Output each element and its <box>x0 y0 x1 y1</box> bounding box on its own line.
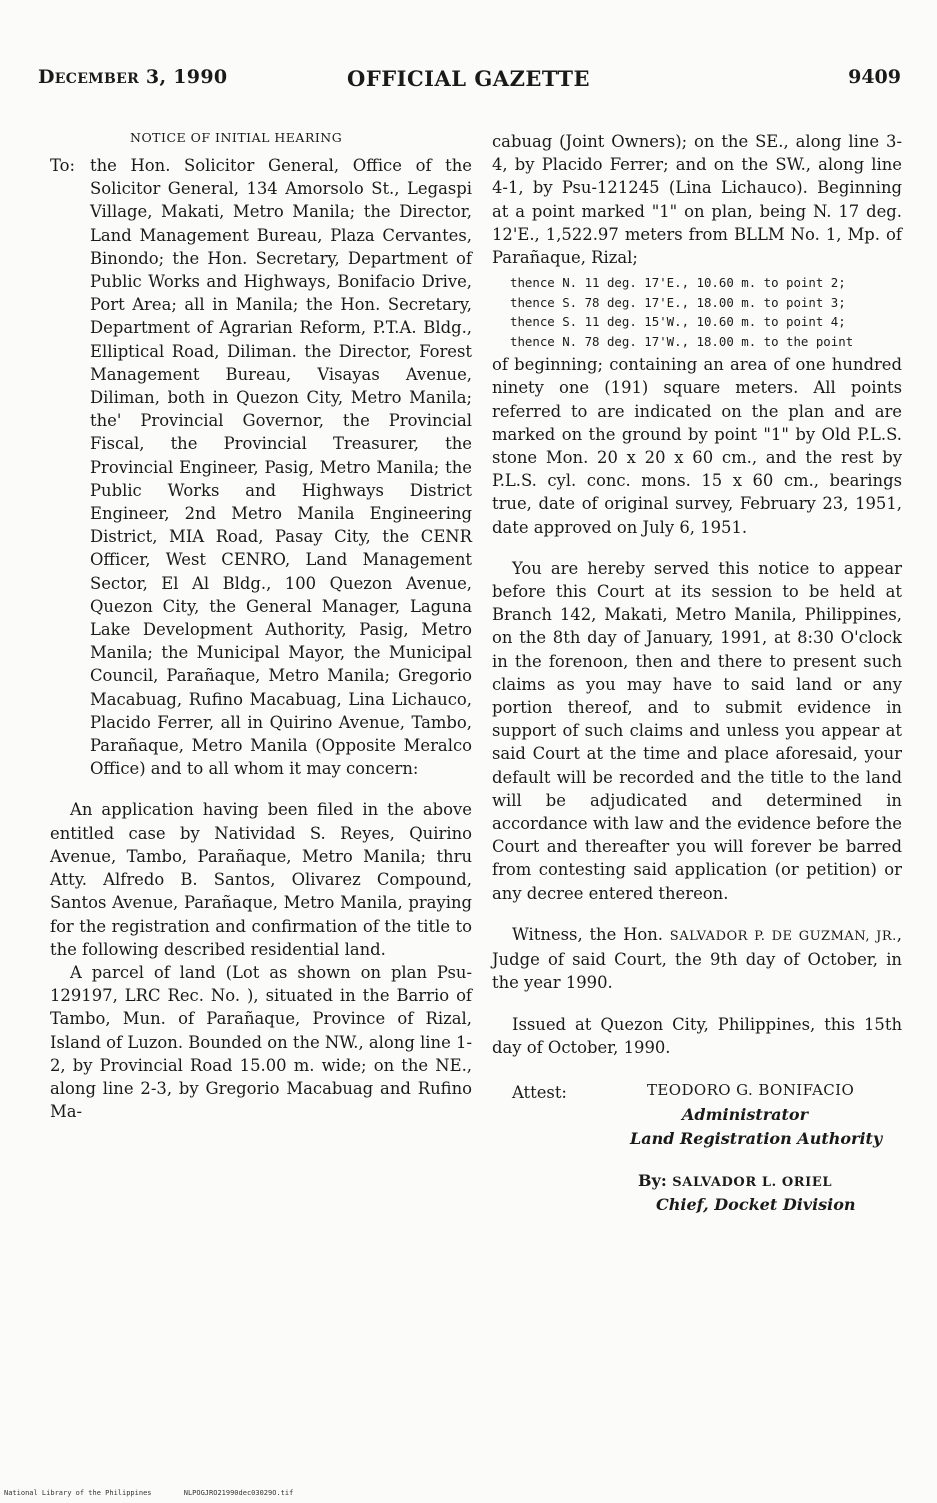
library-credit: National Library of the Philippines <box>4 1489 152 1497</box>
attest-label: Attest: <box>512 1082 567 1102</box>
witness-paragraph: Witness, the Hon. SALVADOR P. DE GUZMAN, JR., Judge of said Court, the 9th day of October, in the year 1990. <box>492 924 903 993</box>
bearing-line: thence N. 11 deg. 17'E., 10.60 m. to point 2; <box>510 275 846 291</box>
bearing-line: thence N. 78 deg. 17'W., 18.00 m. to the point <box>510 333 854 349</box>
right-column <box>492 130 902 1219</box>
addressee-text: the Hon. Solicitor General, Office of the Solicitor General, 134 Amorsolo St., Legaspi Village, Makati, Metro Manila; the Director, Land Management Bureau, Plaza Cervantes, Binondo; the Hon. Secretary, Department of Public Works and Highways, Bonifacio Drive, Port Area; all in Manila; the Hon. Secretary, Department of Agrarian Reform, P.T.A. Bldg., Elliptical Road, Diliman. the Director, Forest Management Bureau, Visayas Avenue, Diliman, both in Quezon City, Metro Manila; the' Provincial Governor, the Provincial Fiscal, the Provincial Treasurer, the Provincial Engineer, Pasig, Metro Manila; the Public Works and Highways District Engineer, 2nd Metro Manila Engineering District, MIA Road, Pasay City, the CENR Officer, West CENRO, Land Management Sector, El Al Bldg., 100 Quezon Avenue, Quezon City, the General Manager, Laguna Lake Development Authority, Pasig, Metro Manila; the Municipal Mayor, the Municipal Council, Parañaque, Metro Manila; Gregorio Macabuag, Rufino Macabuag, Lina Lichauco, Placido Ferrer, all in Quirino Avenue, Tambo, Parañaque, Metro Manila (Opposite Meralco Office) and to all whom it may concern: <box>90 156 472 779</box>
served-paragraph: You are hereby served this notice to appear before this Court at its session to be held at Branch 142, Makati, Metro Manila, Philippines, on the 8th day of January, 1991, at 8:30 O'clock in the forenoon, then and there to present such claims as you may have to said land or any portion thereof, and to submit evidence in support of such claims and unless you appear at said Court at the time and place aforesaid, your default will be recorded and the title to the land will be adjudicated and determined in accordance with law and the evidence before the Court and thereafter you will forever be barred from contesting said application (or petition) or any decree entered thereon. <box>492 558 902 903</box>
addressee-block <box>50 154 472 780</box>
file-name: NLPOGJRO21990dec03029O.tif <box>183 1489 294 1497</box>
bearing-line: thence S. 78 deg. 17'E., 18.00 m. to point 3; <box>510 294 846 310</box>
to-label: To: <box>50 156 76 175</box>
header-title: OFFICIAL GAZETTE <box>347 66 590 91</box>
page-number: 9409 <box>848 66 901 88</box>
judge-name: SALVADOR P. DE GUZMAN, JR. <box>669 928 897 944</box>
attest-name: TEODORO G. BONIFACIO <box>647 1080 855 1099</box>
bearing-line: thence S. 11 deg. 15'W., 10.60 m. to point 4; <box>510 314 846 330</box>
attest-org: Land Registration Authority <box>630 1128 883 1148</box>
by-block <box>492 1169 902 1219</box>
page-header <box>0 66 937 96</box>
parcel-continuation: cabuag (Joint Owners); on the SE., along line 3-4, by Placido Ferrer; and on the SW., along line 4-1, by Psu-121245 (Lina Lichauco). Beginning at a point marked "1" on plan, being N. 17 deg. 12'E., 1,522.97 meters from BLLM No. 1, Mp. of Parañaque, Rizal; <box>492 132 902 268</box>
bearings-list <box>510 273 902 351</box>
scan-footer <box>4 1489 321 1497</box>
attest-block <box>492 1077 902 1157</box>
issued-paragraph: Issued at Quezon City, Philippines, this 15th day of October, 1990. <box>492 1014 902 1057</box>
by-role: Chief, Docket Division <box>656 1194 856 1214</box>
by-name: By: SALVADOR L. ORIEL <box>638 1170 833 1190</box>
header-date: DECEMBER 3, 1990 <box>38 66 228 88</box>
application-paragraph: An application having been filed in the above entitled case by Natividad S. Reyes, Quirino Avenue, Tambo, Parañaque, Metro Manila; thru Atty. Alfredo B. Santos, Olivarez Compound, Santos Avenue, Parañaque, Metro Manila, praying for the registration and confirmation of the title to the following described residential land. <box>50 800 472 959</box>
parcel-paragraph: A parcel of land (Lot as shown on plan Psu-129197, LRC Rec. No. ), situated in the Barrio of Tambo, Mun. of Parañaque, Province of Rizal, Island of Luzon. Bounded on the NW., along line 1-2, by Provincial Road 15.00 m. wide; on the NE., along line 2-3, by Gregorio Macabuag and Rufino Ma- <box>50 962 472 1122</box>
attest-role: Administrator <box>682 1104 809 1124</box>
left-column <box>50 130 472 1123</box>
boundary-paragraph: of beginning; containing an area of one hundred ninety one (191) square meters. All points referred to are indicated on the plan and are marked on the ground by point "1" by Old P.L.S. stone Mon. 20 x 20 x 60 cm., and the rest by P.L.S. cyl. conc. mons. 15 x 60 cm., bearings true, date of original survey, February 23, 1951, date approved on July 6, 1951. <box>492 355 902 537</box>
notice-title: NOTICE OF INITIAL HEARING <box>130 130 343 145</box>
